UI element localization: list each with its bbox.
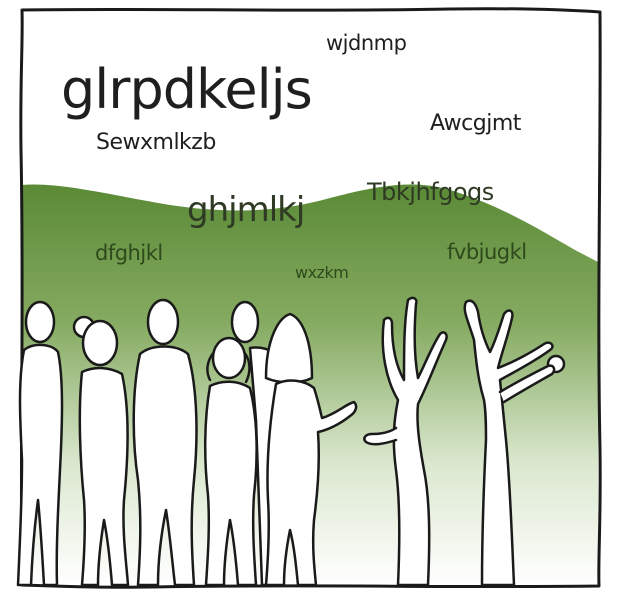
word-large-top: glrpdkeljs	[61, 58, 312, 121]
word-hill-left: dfghjkl	[95, 241, 163, 265]
word-hill-right: fvbjugkl	[447, 240, 527, 264]
word-top-right: wjdnmp	[326, 31, 407, 55]
figure-2-head	[83, 321, 117, 365]
figure-5-head	[213, 338, 245, 378]
figure-3-head	[148, 300, 178, 344]
figure-1-head	[26, 302, 54, 342]
word-hill-center-large: ghjmlkj	[187, 190, 305, 230]
figure-4-head	[232, 302, 258, 342]
word-hill-right-top: Tbkjhfgogs	[367, 178, 494, 206]
word-hill-center-small: wxzkm	[295, 263, 349, 282]
word-right-middle: Awcgjmt	[430, 111, 521, 136]
word-left-middle: Sewxmlkzb	[96, 130, 216, 155]
